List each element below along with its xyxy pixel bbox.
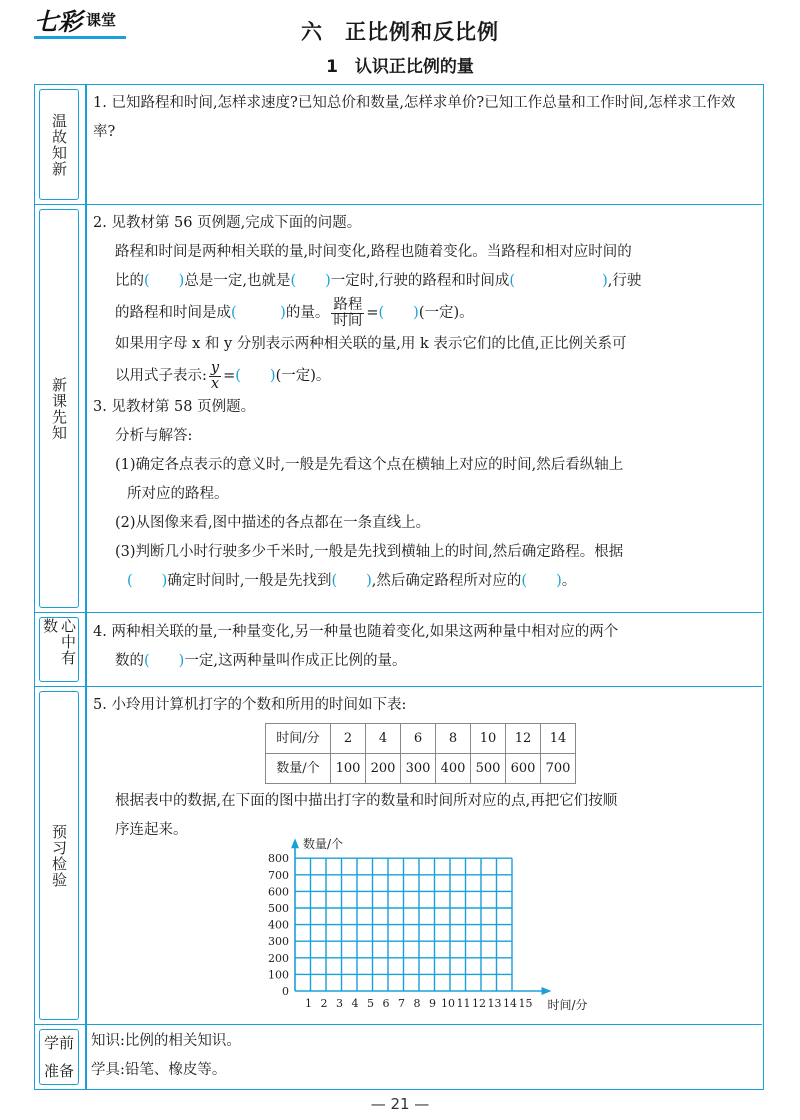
table-cell: 4: [366, 724, 401, 754]
y-tick-label: 500: [268, 902, 289, 915]
question-3-analysis: 分析与解答:: [115, 428, 193, 444]
y-tick-label: 300: [268, 935, 289, 949]
x-tick-label: 14: [503, 997, 517, 1010]
question-2-title: 2. 见教材第 56 页例题,完成下面的问题。: [93, 215, 362, 231]
x-tick-label: 12: [472, 997, 486, 1010]
answer-blank[interactable]: ( ): [231, 305, 286, 321]
section-new: [35, 205, 762, 613]
section-heart-label: 心中有数: [41, 618, 77, 666]
questions-2-3: [93, 209, 754, 596]
section-preview: [35, 687, 762, 1025]
y-tick-label: 800: [268, 852, 289, 866]
question-5-title: 5. 小玲用计算机打字的个数和所用的时间如下表:: [93, 697, 407, 713]
x-axis-arrow-icon: [542, 987, 552, 995]
question-5-instruction-1: 根据表中的数据,在下面的图中描出打字的数量和时间所对应的点,再把它们按顺: [115, 793, 618, 809]
question-4-line-1: 4. 两种相关联的量,一种量变化,另一种量也随着变化,如果这两种量中相对应的两个: [93, 624, 619, 640]
answer-blank[interactable]: ( ): [509, 273, 608, 289]
x-tick-label: 3: [336, 997, 343, 1010]
section-new-label-box: [39, 209, 79, 608]
prep-tools: 学具:铅笔、橡皮等。: [91, 1062, 227, 1078]
question-2-line-4: 如果用字母 x 和 y 分别表示两种相关联的量,用 k 表示它们的比值,正比例关系可: [115, 336, 627, 352]
x-tick-label: 8: [413, 997, 421, 1010]
table-cell: 6: [401, 724, 436, 754]
section-review: [35, 85, 762, 205]
table-cell: 14: [541, 724, 576, 754]
x-tick-label: 13: [487, 997, 502, 1010]
table-cell: 12: [506, 724, 541, 754]
y-tick-label: 100: [268, 968, 289, 982]
section-new-label: 新课先知: [50, 376, 68, 441]
table-cell: 300: [401, 754, 436, 784]
x-tick-label: 10: [441, 997, 455, 1010]
table-cell: 200: [366, 754, 401, 784]
typing-chart: [255, 837, 655, 1025]
table-cell: 10: [471, 724, 506, 754]
x-tick-label: 15: [518, 997, 533, 1010]
y-tick-label: 200: [268, 951, 289, 965]
question-3-part-1b: 所对应的路程。: [127, 486, 229, 502]
section-prep-label: 学前 准备: [43, 1034, 74, 1080]
answer-blank[interactable]: ( ): [290, 273, 331, 289]
question-4: [93, 618, 754, 676]
lesson-title: 1 认识正比例的量: [326, 57, 474, 77]
x-tick-label: 11: [456, 997, 471, 1010]
brand-subtitle: 课堂: [86, 10, 117, 29]
question-2-line-2: 比的( )总是一定,也就是( )一定时,行驶的路程和时间成( ),行驶: [115, 273, 642, 289]
table-cell: 8: [436, 724, 471, 754]
answer-blank[interactable]: ( ): [235, 368, 276, 384]
typing-data-table: [265, 723, 576, 784]
table-header-count: 数量/个: [266, 754, 331, 784]
section-review-label-box: [39, 89, 79, 200]
y-axis-label: 数量/个: [303, 837, 344, 852]
question-3-part-2: (2)从图像来看,图中描述的各点都在一条直线上。: [115, 515, 431, 531]
question-2-line-5: 以用式子表示: $\frac{y}{x}$ =( )(一定)。: [115, 359, 331, 392]
y-tick-label: 600: [268, 885, 289, 899]
question-4-line-2: 数的( )一定,这两种量叫作成正比例的量。: [115, 653, 407, 669]
question-3-part-1a: (1)确定各点表示的意义时,一般是先看这个点在横轴上对应的时间,然后看纵轴上: [115, 457, 624, 473]
x-axis-label: 时间/分: [547, 998, 588, 1012]
x-tick-label: 9: [429, 997, 436, 1010]
table-row: [266, 724, 576, 754]
question-5: [93, 691, 754, 845]
x-tick-label: 4: [351, 997, 359, 1010]
x-tick-label: 1: [305, 997, 312, 1010]
question-5-instruction-2: 序连起来。: [115, 822, 188, 838]
fraction-y-over-x: $\frac{y}{x}$: [210, 359, 220, 392]
question-1: 1. 已知路程和时间,怎样求速度?已知总价和数量,怎样求单价?已知工作总量和工作时间,怎样求工作效率?: [93, 95, 736, 140]
question-3-part-3a: (3)判断几小时行驶多少千米时,一般是先找到横轴上的时间,然后确定路程。根据: [115, 544, 624, 560]
x-tick-label: 7: [398, 997, 405, 1010]
answer-blank[interactable]: ( ): [521, 573, 562, 589]
page-number: — 21 —: [370, 1095, 430, 1113]
section-heart: [35, 613, 762, 687]
table-cell: 500: [471, 754, 506, 784]
x-tick-label: 6: [382, 997, 390, 1010]
section-prep-label-box: [39, 1029, 79, 1085]
question-3-title: 3. 见教材第 58 页例题。: [93, 399, 256, 415]
fraction-distance-over-time: $\frac{\text{路程}}{\text{时间}}$: [333, 296, 363, 329]
question-2-line-3: 的路程和时间是成( )的量。 $\frac{\text{路程}}{\text{时间}}$ =( )(一定)。: [115, 296, 474, 329]
table-cell: 600: [506, 754, 541, 784]
section-review-label: 温故知新: [50, 112, 68, 177]
answer-blank[interactable]: ( ): [331, 573, 372, 589]
answer-blank[interactable]: ( ): [144, 273, 185, 289]
section-preview-label-box: [39, 691, 79, 1020]
table-cell: 400: [436, 754, 471, 784]
table-cell: 2: [331, 724, 366, 754]
worksheet-frame: [34, 84, 764, 1090]
section-preview-label: 预习检验: [50, 823, 68, 888]
x-tick-label: 2: [320, 997, 328, 1010]
table-cell: 700: [541, 754, 576, 784]
answer-blank[interactable]: ( ): [144, 653, 185, 669]
question-3-part-3b: ( )确定时间时,一般是先找到( ),然后确定路程所对应的( )。: [127, 573, 577, 589]
table-header-time: 时间/分: [266, 724, 331, 754]
y-tick-label: 400: [268, 918, 289, 932]
question-2-line-1: 路程和时间是两种相关联的量,时间变化,路程也随着变化。当路程和相对应时间的: [115, 244, 632, 260]
chapter-title: 六 正比例和反比例: [301, 20, 499, 44]
answer-blank[interactable]: ( ): [378, 305, 419, 321]
table-row: [266, 754, 576, 784]
answer-blank[interactable]: ( ): [127, 573, 168, 589]
section-prep: [35, 1025, 762, 1089]
x-tick-label: 5: [367, 997, 374, 1010]
table-cell: 100: [331, 754, 366, 784]
prep-content: [91, 1027, 754, 1085]
brand-logo: 七彩: [34, 6, 82, 36]
section-heart-label-box: [39, 617, 79, 682]
y-tick-label: 700: [268, 868, 289, 882]
prep-knowledge: 知识:比例的相关知识。: [91, 1033, 241, 1049]
y-tick-label: 0: [282, 985, 289, 998]
